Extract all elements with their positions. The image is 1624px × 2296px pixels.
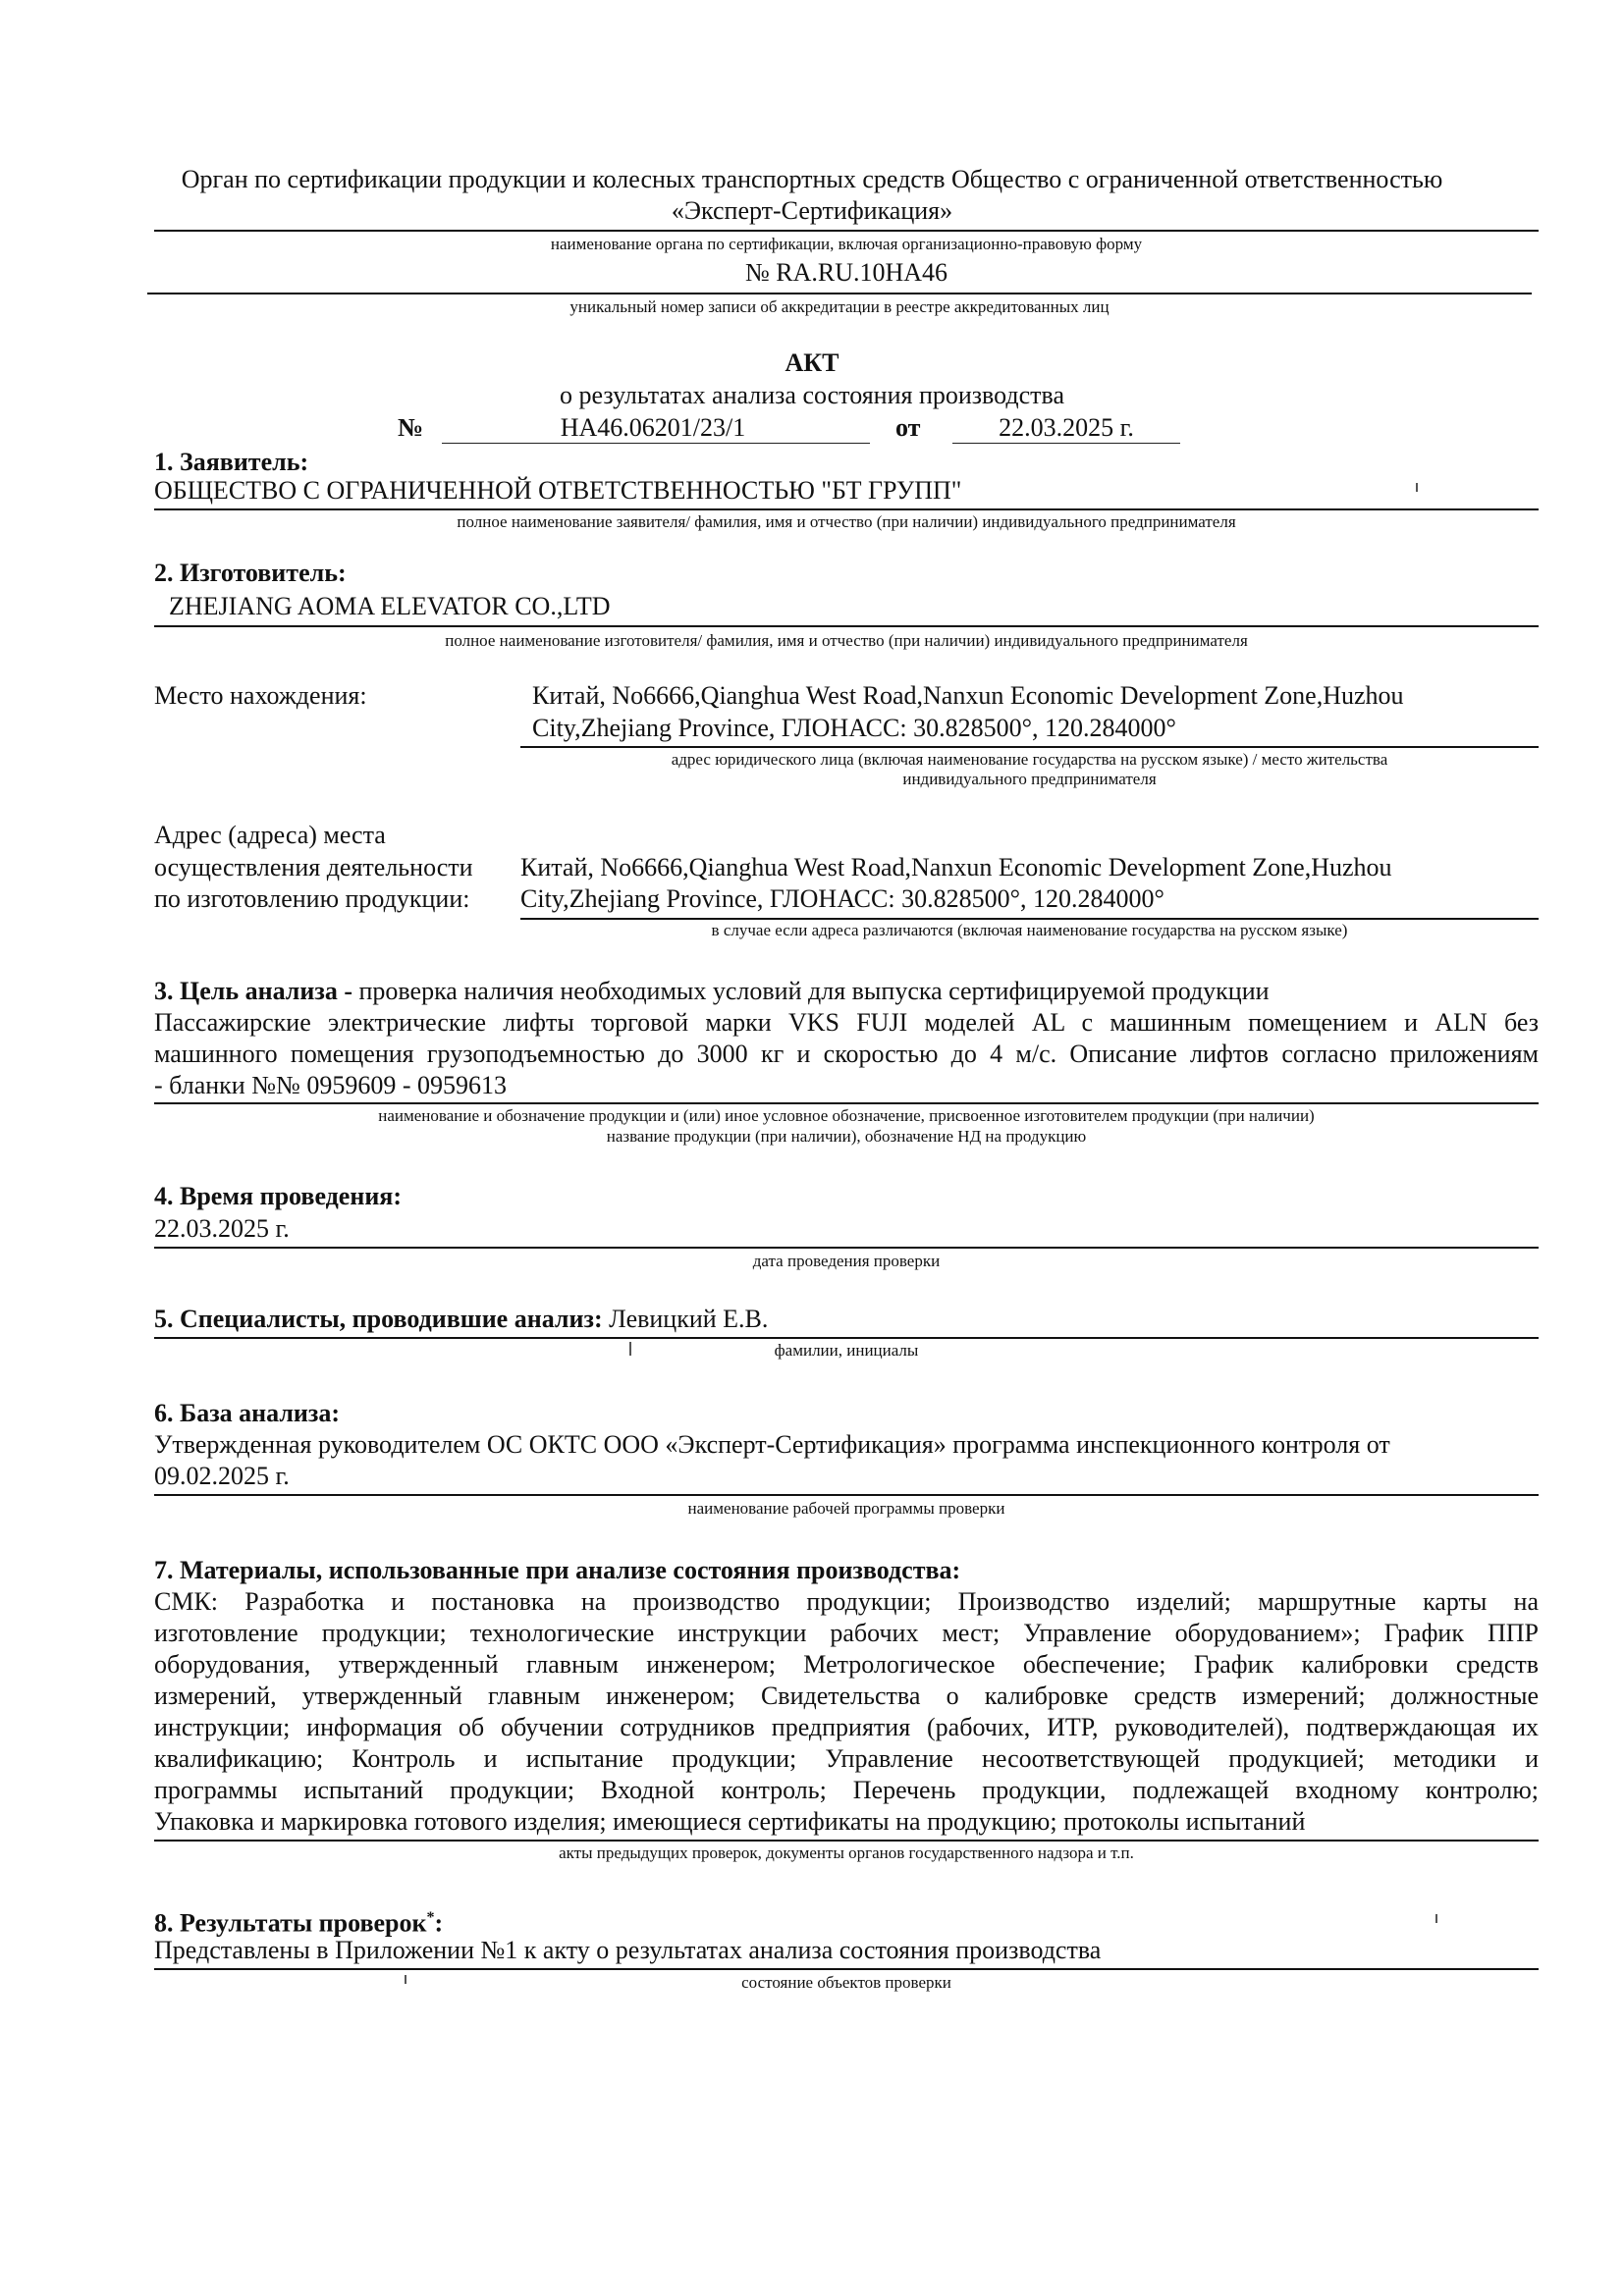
scan-speck xyxy=(629,1342,631,1356)
specialists-line xyxy=(154,1304,768,1335)
time-underline xyxy=(154,1247,1539,1249)
manufacturer-heading: 2. Изготовитель: xyxy=(154,559,347,587)
purpose-heading-text: проверка наличия необходимых условий для выпуска сертифицируемой продукции xyxy=(358,977,1270,1005)
location-line1: Китай, No6666,Qianghua West Road,Nanxun Economic Development Zone,Huzhou xyxy=(532,681,1404,710)
materials-caption: акты предыдущих проверок, документы органов государственного надзора и т.п. xyxy=(559,1843,1134,1862)
manufacturer-caption: полное наименование изготовителя/ фамилия, имя и отчество (при наличии) индивидуального предпринимателя xyxy=(445,631,1248,650)
activity-line1: Китай, No6666,Qianghua West Road,Nanxun Economic Development Zone,Huzhou xyxy=(520,853,1392,881)
act-subtitle: о результатах анализа состояния производства xyxy=(559,381,1065,409)
purpose-heading: 3. Цель анализа - xyxy=(154,977,359,1005)
purpose-line3: - бланки №№ 0959609 - 0959613 xyxy=(154,1071,507,1099)
applicant-name: ОБЩЕСТВО С ОГРАНИЧЕННОЙ ОТВЕТСТВЕННОСТЬЮ "БТ ГРУПП" xyxy=(154,476,962,505)
materials-line: инструкции; информация об обучении сотрудников предприятия (рабочих, ИТР, руководителей), подтверждающая их xyxy=(154,1713,1539,1741)
org-name-line2: «Эксперт-Сертификация» xyxy=(671,196,953,225)
basis-line2: 09.02.2025 г. xyxy=(154,1462,290,1490)
manufacturer-name: ZHEJIANG AOMA ELEVATOR CO.,LTD xyxy=(169,592,611,620)
purpose-caption1: наименование и обозначение продукции и (или) иное условное обозначение, присвоенное изготовителем продукции (при наличии) xyxy=(378,1106,1315,1125)
manufacturer-underline xyxy=(154,625,1539,627)
materials-underline xyxy=(154,1840,1539,1842)
materials-line: измерений, утвержденный главным инженером; Свидетельства о калибровке средств измерений; должностные xyxy=(154,1682,1539,1710)
purpose-line2: машинного помещения грузоподъемностью до 3000 кг и скоростью до 4 м/с. Описание лифтов согласно приложениям xyxy=(154,1040,1539,1068)
location-line2: City,Zhejiang Province, ГЛОНАСС: 30.828500°, 120.284000° xyxy=(532,714,1176,742)
location-underline xyxy=(520,746,1539,748)
results-asterisk: * xyxy=(426,1909,435,1926)
basis-heading: 6. База анализа: xyxy=(154,1399,341,1427)
act-date: 22.03.2025 г. xyxy=(999,413,1134,442)
accreditation-caption: уникальный номер записи об аккредитации в реестре аккредитованных лиц xyxy=(569,297,1110,316)
activity-label-line3: по изготовлению продукции: xyxy=(154,884,470,913)
purpose-caption2: название продукции (при наличии), обозначение НД на продукцию xyxy=(606,1127,1087,1146)
results-heading-line xyxy=(154,1902,443,1940)
results-colon: : xyxy=(434,1908,444,1938)
act-title: АКТ xyxy=(785,348,839,377)
applicant-underline xyxy=(154,508,1539,510)
purpose-underline xyxy=(154,1102,1539,1104)
purpose-line1: Пассажирские электрические лифты торговой марки VKS FUJI моделей AL с машинным помещением и ALN без xyxy=(154,1008,1539,1037)
accreditation-underline xyxy=(147,293,1532,294)
materials-heading: 7. Материалы, использованные при анализе состояния производства: xyxy=(154,1556,961,1584)
materials-line: оборудования, утвержденный главным инженером; Метрологическое обеспечение; График калибровки средств xyxy=(154,1650,1539,1679)
activity-line2: City,Zhejiang Province, ГЛОНАСС: 30.828500°, 120.284000° xyxy=(520,884,1164,913)
org-name-line1: Орган по сертификации продукции и колесных транспортных средств Общество с ограниченной ответственностью xyxy=(181,165,1443,193)
accreditation-number: № RA.RU.10НА46 xyxy=(744,258,948,287)
basis-line1: Утвержденная руководителем ОС ОКТС ООО «Эксперт-Сертификация» программа инспекционного контроля от xyxy=(154,1430,1390,1459)
org-name-caption: наименование органа по сертификации, включая организационно-правовую форму xyxy=(550,235,1143,253)
location-caption2: индивидуального предпринимателя xyxy=(902,770,1157,788)
specialists-underline xyxy=(154,1337,1539,1339)
materials-line: СМК: Разработка и постановка на производство продукции; Производство изделий; маршрутные карты на xyxy=(154,1587,1539,1616)
results-value: Представлены в Приложении №1 к акту о результатах анализа состояния производства xyxy=(154,1936,1102,1964)
basis-underline xyxy=(154,1494,1539,1496)
activity-label-line2: осуществления деятельности xyxy=(154,853,473,881)
scan-speck xyxy=(1416,483,1418,492)
materials-line: программы испытаний продукции; Входной контроль; Перечень продукции, подлежащей входному контролю; xyxy=(154,1776,1539,1804)
time-caption: дата проведения проверки xyxy=(752,1252,941,1270)
specialists-value: Левицкий Е.В. xyxy=(609,1305,769,1333)
time-value: 22.03.2025 г. xyxy=(154,1214,290,1243)
org-name-underline xyxy=(154,230,1539,232)
purpose-heading-line xyxy=(154,976,1270,1007)
act-number-underline xyxy=(442,443,870,444)
results-underline xyxy=(154,1968,1539,1970)
activity-label-line1: Адрес (адреса) места xyxy=(154,821,386,849)
materials-last-line: Упаковка и маркировка готового изделия; имеющиеся сертификаты на продукцию; протоколы испытаний xyxy=(154,1807,1306,1836)
applicant-caption: полное наименование заявителя/ фамилия, имя и отчество (при наличии) индивидуального предпринимателя xyxy=(457,512,1236,531)
time-heading: 4. Время проведения: xyxy=(154,1182,403,1210)
materials-line: квалификацию; Контроль и испытание продукции; Управление несоответствующей продукцией; методики и xyxy=(154,1744,1539,1773)
activity-underline xyxy=(520,918,1539,920)
results-heading: 8. Результаты проверок xyxy=(154,1908,427,1938)
applicant-heading: 1. Заявитель: xyxy=(154,448,309,476)
scan-speck xyxy=(1435,1914,1437,1923)
scan-speck xyxy=(405,1975,406,1984)
location-label: Место нахождения: xyxy=(154,681,367,710)
location-caption1: адрес юридического лица (включая наименование государства на русском языке) / место жительства xyxy=(671,750,1388,769)
results-caption: состояние объектов проверки xyxy=(741,1973,951,1992)
activity-caption: в случае если адреса различаются (включая наименование государства на русском языке) xyxy=(711,921,1348,939)
basis-caption: наименование рабочей программы проверки xyxy=(687,1499,1005,1518)
materials-line: изготовление продукции; технологические инструкции рабочих мест; Управление оборудованием»; График ППР xyxy=(154,1619,1539,1647)
act-date-prefix: от xyxy=(895,413,921,442)
act-number-prefix: № xyxy=(398,413,424,442)
specialists-heading: 5. Специалисты, проводившие анализ: xyxy=(154,1305,603,1333)
act-number: НА46.06201/23/1 xyxy=(560,413,746,442)
specialists-caption: фамилии, инициалы xyxy=(774,1341,919,1360)
act-date-underline xyxy=(952,443,1180,444)
